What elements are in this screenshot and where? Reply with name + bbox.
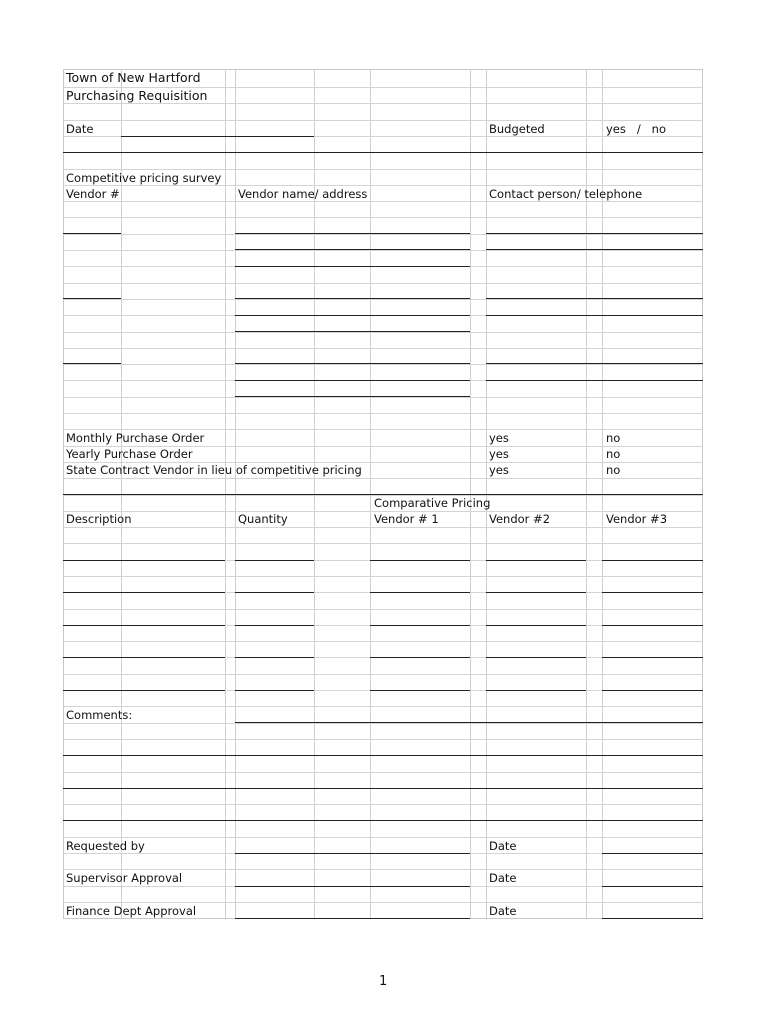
fill-in-line[interactable] [63,755,703,756]
fill-in-line[interactable] [63,152,703,153]
yearly-po-label: Yearly Purchase Order [66,447,193,461]
finance-date-label: Date [489,904,517,918]
yearly-po-no[interactable]: no [606,447,621,461]
fill-in-line[interactable] [235,331,470,332]
fill-in-line[interactable] [486,690,586,691]
vendor-number-label: Vendor # [66,187,120,201]
monthly-po-yes[interactable]: yes [489,431,509,445]
fill-in-line[interactable] [235,363,470,364]
fill-in-line[interactable] [63,788,703,789]
state-contract-label: State Contract Vendor in lieu of competitive pricing [66,463,362,477]
fill-in-line[interactable] [486,249,703,250]
fill-in-line[interactable] [486,233,703,234]
grid-row-line [63,609,703,610]
budgeted-label: Budgeted [489,122,545,136]
form-title: Purchasing Requisition [66,88,208,103]
grid-row-line [63,283,703,284]
fill-in-line[interactable] [370,625,470,626]
fill-in-line[interactable] [602,690,703,691]
fill-in-line[interactable] [370,592,470,593]
fill-in-line[interactable] [235,722,703,723]
grid-row-line [63,348,703,349]
fill-in-line[interactable] [602,853,703,854]
budgeted-yes-no[interactable]: yes / no [606,122,667,136]
grid-row-line [63,217,703,218]
fill-in-line[interactable] [235,380,470,381]
fill-in-line[interactable] [602,886,703,887]
finance-approval-label: Finance Dept Approval [66,904,197,918]
grid-row-line [63,234,703,235]
fill-in-line[interactable] [370,657,470,658]
state-contract-no[interactable]: no [606,463,621,477]
grid-row-line [63,478,703,479]
fill-in-line[interactable] [121,136,314,137]
fill-in-line[interactable] [63,560,225,561]
fill-in-line[interactable] [63,625,225,626]
fill-in-line[interactable] [63,233,121,234]
grid-row-line [63,674,703,675]
fill-in-line[interactable] [370,560,470,561]
fill-in-line[interactable] [370,690,470,691]
fill-in-line[interactable] [486,380,703,381]
supervisor-date-label: Date [489,871,517,885]
fill-in-line[interactable] [63,657,225,658]
grid-row-line [63,723,703,724]
fill-in-line[interactable] [602,918,703,919]
monthly-po-no[interactable]: no [606,431,621,445]
grid-row-line [63,739,703,740]
fill-in-line[interactable] [235,853,470,854]
fill-in-line[interactable] [63,298,121,299]
description-label: Description [66,512,132,526]
fill-in-line[interactable] [602,560,703,561]
fill-in-line[interactable] [235,690,314,691]
grid-row-line [63,413,703,414]
fill-in-line[interactable] [235,249,470,250]
fill-in-line[interactable] [486,592,586,593]
grid-row-line [63,641,703,642]
fill-in-line[interactable] [63,363,121,364]
page-number: 1 [379,974,388,989]
fill-in-line[interactable] [486,363,703,364]
requested-by-label: Requested by [66,839,145,853]
comments-label: Comments: [66,708,133,722]
grid-row-line [63,250,703,251]
fill-in-line[interactable] [235,315,470,316]
fill-in-line[interactable] [235,298,470,299]
vendor2-label: Vendor #2 [489,512,551,526]
grid-row-line [63,804,703,805]
fill-in-line[interactable] [235,233,470,234]
grid-row-line [63,837,703,838]
state-contract-yes[interactable]: yes [489,463,509,477]
fill-in-line[interactable] [235,266,470,267]
vendor-name-label: Vendor name/ address [238,187,368,201]
fill-in-line[interactable] [235,886,470,887]
fill-in-line[interactable] [486,315,703,316]
grid-row-line [63,706,703,707]
survey-heading: Competitive pricing survey [66,171,222,185]
fill-in-line[interactable] [63,592,225,593]
fill-in-line[interactable] [235,918,470,919]
grid-row-line [63,576,703,577]
grid-row-line [63,397,703,398]
comparative-pricing-heading: Comparative Pricing [374,496,491,510]
vendor1-label: Vendor # 1 [374,512,439,526]
yearly-po-yes[interactable]: yes [489,447,509,461]
grid-row-line [63,772,703,773]
grid-row-line [63,527,703,528]
contact-label: Contact person/ telephone [489,187,643,201]
requested-date-label: Date [489,839,517,853]
fill-in-line[interactable] [486,560,586,561]
town-name: Town of New Hartford [66,70,201,85]
quantity-label: Quantity [238,512,288,526]
date-label: Date [66,122,94,136]
fill-in-line[interactable] [63,690,225,691]
fill-in-line[interactable] [235,625,314,626]
fill-in-line[interactable] [602,592,703,593]
supervisor-approval-label: Supervisor Approval [66,871,183,885]
fill-in-line[interactable] [235,396,470,397]
fill-in-line[interactable] [235,592,314,593]
grid-row-line [63,543,703,544]
monthly-po-label: Monthly Purchase Order [66,431,205,445]
grid-row-line [63,332,703,333]
grid-row-line [63,299,703,300]
fill-in-line[interactable] [486,625,586,626]
fill-in-line[interactable] [602,657,703,658]
fill-in-line[interactable] [63,820,703,821]
fill-in-line[interactable] [486,657,586,658]
vendor3-label: Vendor #3 [606,512,668,526]
grid-row-line [63,364,703,365]
fill-in-line[interactable] [602,625,703,626]
fill-in-line[interactable] [235,560,314,561]
fill-in-line[interactable] [486,298,703,299]
fill-in-line[interactable] [235,657,314,658]
